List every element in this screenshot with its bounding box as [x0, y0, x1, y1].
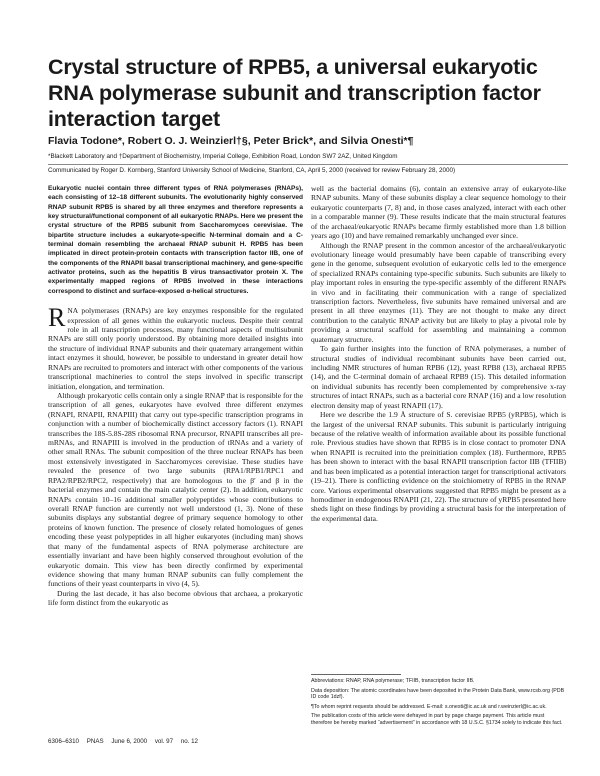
footnote-reprints: ¶To whom reprint requests should be addressed. E-mail: s.onesti@ic.ac.uk and r.weinzierl@ic.ac.uk.: [311, 703, 547, 710]
footer-issue: no. 12: [180, 738, 198, 745]
right-body-text: [311, 184, 566, 523]
article-title: Crystal structure of RPB5, a universal eukaryotic RNA polymerase subunit and transcription factor interaction target: [48, 55, 541, 131]
paragraph-prokaryotic: Although prokaryotic cells contain only a single RNAP that is responsible for the transcription of all genes, eukaryotes have evolved three different enzymes (RNAPI, RNAPII, RNAPIII) that carry out type-specific transcription programs in conjunction with a number of biochemically distinct accessory factors (1). RNAPI transcribes the 18S-5.8S-28S ribosomal RNA precursor, RNAPII transcribes all pre-mRNAs, and RNAPIII is involved in the production of tRNAs and a variety of other small RNAs. The subunit composition of the three nuclear RNAPs has been most extensively investigated in Saccharomyces cerevisiae. These studies have revealed the presence of two large subunits (RPA1/RPB1/RPC1 and RPA2/RPB2/RPC2, respectively) that are homologous to the β′ and β in the bacterial enzymes and contain the main catalytic center (2). In addition, eukaryotic RNAPs contain 10–16 additional smaller polypeptides whose contributions to overall RNAP function are currently not well understood (1, 3). None of these subunits displays any substantial degree of primary sequence homology to other proteins of known function. The presence of closely related homologues of genes encoding these yeast polypeptides in all higher eukaryotes (including man) shows that many of the fundamental aspects of RNA polymerase architecture are essentially invariant and have been highly conserved throughout evolution of the eukaryotic domain. This view has been directly confirmed by experimental evidence showing that many human RNAP subunits can fully complement the functions of their yeast counterparts in vivo (4, 5).: [48, 390, 303, 589]
author-list: Flavia Todone*, Robert O. J. Weinzierl†§, Peter Brick*, and Silvia Onesti*¶: [48, 135, 414, 147]
footer-pages: 6306–6310: [48, 738, 79, 745]
header-divider: [48, 164, 568, 165]
left-body-text: [48, 303, 303, 608]
drop-cap: R: [48, 303, 66, 333]
paragraph-structural-studies: To gain further insights into the function of RNA polymerases, a number of structural studies of individual recombinant subunits have been carried out, including NMR structures of human RPB6 (12), yeast RPB8 (13), archaeal RPB5 (14), and the C-terminal domain of archaeal RPB9 (15). This detailed information on individual subunits has recently been complemented by comprehensive x-ray structures of intact RNAPs, such as a bacterial core RNAP (16) and a low resolution electron density map of yeast RNAPII (17).: [311, 344, 566, 410]
abstract: Eukaryotic nuclei contain three different types of RNA polymerases (RNAPs), each consisting of 12–18 different subunits. The evolutionarily highly conserved RNAP subunit RPB5 is shared by all three enzymes and therefore represents a key structural/functional component of all eukaryotic RNAPs. Here we present the crystal structure of the RPB5 subunit from Saccharomyces cerevisiae. The bipartite structure includes a eukaryote-specific N-terminal domain and a C-terminal domain resembling the archaeal RNAP subunit H. RPB5 has been implicated in direct protein-protein contacts with transcription factor IIB, one of the components of the RNAPII basal transcriptional machinery, and gene-specific activator proteins, such as the hepatitis B virus transactivator protein X. The experimentally mapped regions of RPB5 involved in these interactions correspond to distinct and surface-exposed α-helical structures.: [48, 185, 303, 295]
footnote-rule: [311, 674, 401, 675]
communicated-line: Communicated by Roger D. Kornberg, Stanford University School of Medicine, Stanford, CA, April 5, 2000 (received for review February 28, 2000): [48, 167, 456, 174]
paragraph-common-ancestor: Although the RNAP present in the common ancestor of the archaeal/eukaryotic evolutionary lineage would presumably have been capable of transcribing every gene in the genome, subsequent evolution of eukaryotic cells led to the emergence of specialized RNAPs containing type-specific subunits. Such subunits are likely to play important roles in ensuring the type-specific assembly of the different RNAPs in vivo and in facilitating their communication with a range of specialized transcription factors. Nevertheless, five subunits have remained universal and are present in all three enzymes (11). They are not thought to make any direct contribution to the catalytic RNAP activity but are likely to play a pivotal role by providing a structural scaffold for assembling and maintaining a common quaternary structure.: [311, 240, 566, 344]
page-footer: [48, 738, 568, 745]
paragraph-last-decade: During the last decade, it has also become obvious that archaea, a prokaryotic life form distinct from the eukaryotic as: [48, 588, 303, 608]
footer-volume: vol. 97: [154, 738, 174, 745]
footnotes: [311, 674, 567, 729]
footnote-publication-costs: The publication costs of this article were defrayed in part by page charge payment. This article must therefore be hereby marked “advertisement” in accordance with 18 U.S.C. §1734 solely to indicate this fact.: [311, 713, 563, 726]
footnote-abbreviations: Abbreviations: RNAP, RNA polymerase; TFIIB, transcription factor IIB.: [311, 678, 475, 684]
footer-date: June 6, 2000: [111, 738, 148, 745]
paragraph-continued: well as the bacterial domains (6), contain an extensive array of eukaryote-like RNAP subunits. Many of these subunits display a clear sequence homology to their eukaryotic counterparts (7, 8) and, in those cases analyzed, interact with each other in a comparable manner (9). These results indicate that the main structural features of the archaeal/eukaryotic RNAPs became firmly established more than 1.8 billion years ago (10) and have remained remarkably unchanged ever since.: [311, 184, 566, 241]
footer-journal: PNAS: [86, 738, 104, 745]
paragraph-here-we-describe: Here we describe the 1.9 Å structure of S. cerevisiae RPB5 (yRPB5), which is the largest of the universal RNAP subunits. This subunit is particularly intriguing because of the relative wealth of information available about its possible functional role. Previous studies have shown that RPB5 is in close contact to promoter DNA when RNAPII is recruited into the preinitiation complex (18). Furthermore, RPB5 has been shown to interact with the basal RNAPII transcription factor IIB (TFIIB) and has been implicated as a potential interaction target for transcriptional activators (19–21). There is conflicting evidence on the stoichiometry of RPB5 in the RNAP core. Various experimental observations suggested that RPB5 might be present as a homodimer in endogenous RNAPII (21, 22). The structure of yRPB5 presented here sheds light on these findings by providing a structural basis for the interpretation of the experimental data.: [311, 410, 566, 523]
left-column: [48, 184, 303, 608]
paragraph-intro: [48, 303, 303, 391]
affiliations: *Blackett Laboratory and †Department of Biochemistry, Imperial College, Exhibition Road, London SW7 2AZ, United Kingdom: [48, 153, 398, 160]
footnote-data-deposition: Data deposition: The atomic coordinates have been deposited in the Protein Data Bank, www.rcsb.org (PDB ID code 1dzf).: [311, 687, 565, 700]
right-column: [311, 184, 566, 523]
paragraph-intro-text: NA polymerases (RNAPs) are key enzymes responsible for the regulated expression of all genes within the eukaryotic nucleus. Despite their central role in all transcription processes, many functional aspects of multisubunit RNAPs are still only poorly understood. By obtaining more detailed insights into the structure of individual RNAP subunits and their quaternary arrangement within intact enzymes it should, however, be possible to understand in greater detail how RNAPs are recruited to promoters and interact with other components of the various transcriptional machineries to control the steps involved in specific transcript initiation, elongation, and termination.: [48, 306, 303, 391]
